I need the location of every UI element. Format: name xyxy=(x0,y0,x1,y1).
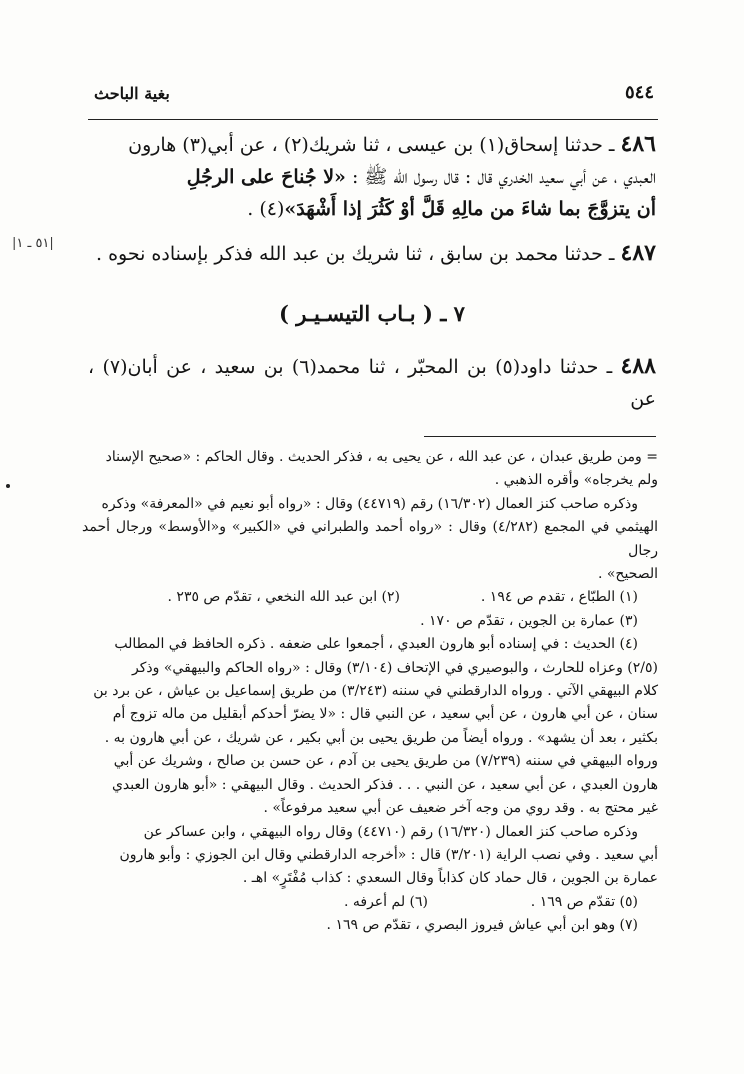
footnote-separator xyxy=(424,436,656,437)
hadith-number: ٤٨٧ xyxy=(620,240,656,266)
footnote-row xyxy=(82,586,658,609)
hadith-text: ـ حدثنا محمد بن سابق ، ثنا شريك بن عبد الله فذكر بإسناده نحوه . xyxy=(95,243,615,265)
hadith-text: ـ حدثنا إسحاق(١) بن عيسى ، ثنا شريك(٢) ، عن أبي(٣) هارون xyxy=(128,134,615,156)
footnote-line: وذكره صاحب كنز العمال (١٦/٣٠٢) رقم (٤٤٧١٩) وقال : «رواه أبو نعيم في «المعرفة» وذكره xyxy=(101,495,638,512)
footnote-5: (٥) تقدّم ص ١٦٩ . xyxy=(530,893,638,910)
footnotes xyxy=(82,446,658,938)
hadith-text: ـ حدثنا داود(٥) بن المحبّر ، ثنا محمد(٦) بن سعيد ، عن أبان(٧) ، عن xyxy=(88,356,656,410)
footnote-line: ورواه البيهقي في سننه (٧/٢٣٩) من طريق يحيى بن آدم ، عن حسن بن صالح ، وشريك عن أبي xyxy=(113,753,658,770)
hadith-number: ٤٨٨ xyxy=(620,353,656,379)
footnote-7: (٧) وهو ابن أبي عياش فيروز البصري ، تقدّم ص ١٦٩ . xyxy=(326,917,638,934)
footnote-line: أبي سعيد . وفي نصب الراية (٣/٢٠١) قال : «أخرجه الدارقطني وقال ابن الجوزي : وأبو هارون xyxy=(119,846,658,863)
header-rule xyxy=(88,119,658,120)
footnote-line: (٢/٥) وعزاه للحارث ، والبوصيري في الإتحاف (٣/١٠٤) وقال : «رواه الحاكم والبيهقي» وذكر xyxy=(132,659,658,676)
footnote-line: عمارة بن الجوين ، قال حماد كان كذاباً وقال السعدي : كذاب مُفْتَرٍ» اهـ . xyxy=(242,870,658,887)
hadith-486 xyxy=(88,128,656,225)
main-text xyxy=(88,128,656,415)
footnote-3: (٣) عمارة بن الجوين ، تقدّم ص ١٧٠ . xyxy=(420,612,638,629)
hadith-number: ٤٨٦ xyxy=(620,131,656,157)
margin-dot xyxy=(6,484,10,488)
footnote-1: (١) الطبّاع ، تقدم ص ١٩٤ . xyxy=(480,589,638,606)
footnote-row xyxy=(82,891,658,914)
page-number: ٥٤٤ xyxy=(624,82,654,103)
footnote-line: كلام البيهقي الآتي . ورواه الدارقطني في سننه (٣/٢٤٣) من طريق إسماعيل بن عياش ، عن برد بن xyxy=(93,683,658,700)
hadith-text: العبدي ، عن أبي سعيد الخدري قال : قال رسول الله ﷺ : xyxy=(351,166,656,188)
hadith-matn: «لا جُناحَ على الرجُلِ xyxy=(186,166,346,188)
hadith-487 xyxy=(88,237,656,270)
footnote-line: ولم يخرجاه» وأقره الذهبي . xyxy=(494,472,658,489)
hadith-488 xyxy=(88,350,656,415)
footnote-line: غير محتج به . وقد روي من وجه آخر ضعيف عن أبي سعيد مرفوعاً» . xyxy=(263,800,658,817)
footnote-line: بكثير ، بعد أن يشهد» . ورواه أيضاً من طريق يحيى بن أبي بكير ، عن شريك ، عن أبي هارون به . xyxy=(104,729,658,746)
margin-reference: |٥١ ـ ١| xyxy=(12,236,54,251)
footnote-line: الهيثمي في المجمع (٤/٢٨٢) وقال : «رواه أحمد والطبراني في «الكبير» و«الأوسط» ورجال أحمد رجال xyxy=(82,519,659,559)
footnote-2: (٢) ابن عبد الله النخعي ، تقدّم ص ٢٣٥ . xyxy=(167,589,400,606)
footnote-line: سنان ، عن أبي هارون ، عن أبي سعيد ، عن النبي قال : «لا يضرّ أحدكم أبقليل من ماله تزوج أم xyxy=(112,706,658,723)
footnote-ref: (٤) . xyxy=(247,198,285,220)
hadith-matn: أن يتزوَّجَ بما شاءَ من مالِهِ قَلَّ أوْ كَثُرَ إذا أَشْهَدَ» xyxy=(284,198,656,220)
running-title: بغية الباحث xyxy=(94,84,170,103)
footnote-line: هارون العبدي ، عن أبي سعيد ، عن النبي . . . فذكر الحديث . وقال البيهقي : «أبو هارون العبدي xyxy=(111,776,658,793)
footnote-line: = ومن طريق عبدان ، عن عبد الله ، عن يحيى به ، فذكر الحديث . وقال الحاكم : «صحيح الإسناد xyxy=(105,449,658,465)
chapter-heading: ٧ ـ ( بـاب التيسـيـر ) xyxy=(279,301,465,326)
footnote-4: (٤) الحديث : في إسناده أبو هارون العبدي ، أجمعوا على ضعفه . ذكره الحافظ في المطالب xyxy=(114,636,638,653)
footnote-line: وذكره صاحب كنز العمال (١٦/٣٢٠) رقم (٤٤٧١٠) وقال رواه البيهقي ، وابن عساكر عن xyxy=(143,823,638,840)
footnote-6: (٦) لم أعرفه . xyxy=(343,893,428,910)
footnote-line: الصحيح» . xyxy=(597,566,658,583)
